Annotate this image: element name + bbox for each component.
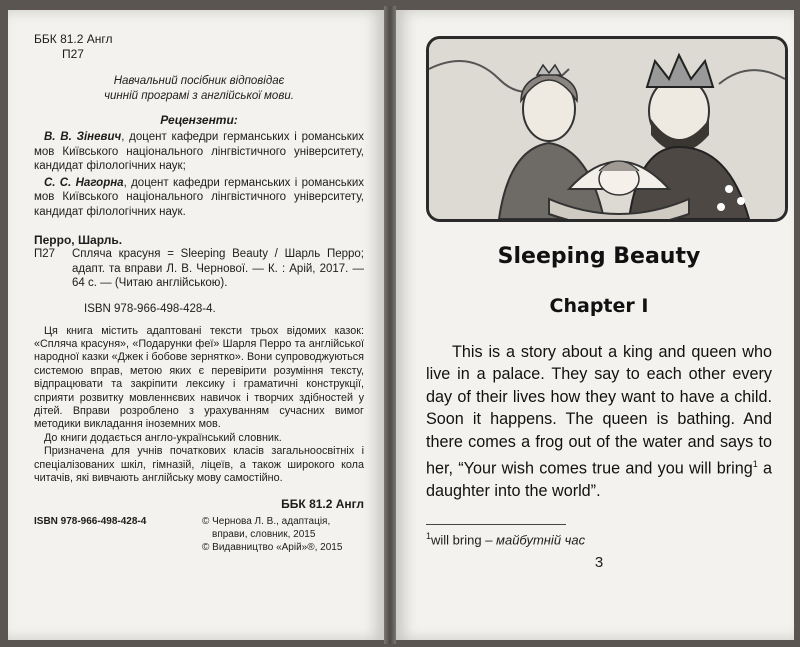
footnote: $^1$will bring – майбутній час [426, 524, 566, 547]
catalog-entry [34, 247, 364, 291]
story-title: Sleeping Beauty [497, 244, 701, 269]
imprint [34, 515, 364, 554]
book-gutter [384, 6, 396, 644]
annotation: Ця книга містить адаптовані тексти трьох відомих казок: «Спляча красуня», «Подарунки феї» Шарля Перро та англійської народної казки «Джек і бобове зернятко». Вони супроводжуються системою вправ, метою яких є перевірити розуміння тексту, відпрацювати та закріпити лексику і граматичні конструкції, сприяти розвитку мовленнєвих навичок і творчих здібностей у дітей. Вправи розроблено з урахуванням сучасних вимог методики викладання іноземних мов. До книги додається англо-український словник. Призначена для учнів початкових класів загальноосвітніх і спеціалізованих шкіл, гімназій, ліцеїв, а також широкого кола читачів, які вивчають англійську мову самостійно. [34, 324, 364, 484]
isbn-bottom: ISBN 978-966-498-428-4 [34, 516, 147, 528]
king-queen-cradle-illustration [426, 36, 788, 222]
chapter-heading: Chapter I [549, 295, 649, 317]
recommendation: Навчальний посібник відповідає чинній програмі з англійської мови. [104, 75, 294, 102]
page-number: 3 [594, 553, 604, 571]
catalog-code: П27 [34, 248, 56, 260]
illustration-art [429, 39, 785, 219]
reviewer-2: С. С. Нагорна, доцент кафедри германських і романських мов Київського національного лінгвістичного університету, кандидат філологічних наук. [34, 176, 364, 218]
catalog-description: Спляча красуня = Sleeping Beauty / Шарль Перро; адапт. та вправи Л. В. Чернової. — К. : Арій, 2017. — 64 с. — (Читаю англійською). [72, 248, 364, 289]
left-page [8, 10, 384, 640]
story-text: This is a story about a king and queen who live in a palace. They say to each other every day of their lives how they want to have a child. Soon it happens. The queen is bathing. And there comes a frog out of the water and says to her, “Your wish comes true and you will bring$^1$ a daughter into the world”. [426, 343, 772, 500]
copyrights: © Чернова Л. В., адаптація, вправи, словник, 2015 © Видавництво «Арій»®, 2015 [202, 516, 343, 554]
isbn: ISBN 978-966-498-428-4. [84, 302, 216, 315]
bbk-code-bottom: ББК 81.2 Англ [281, 497, 364, 512]
catalog-code-top: П27 [62, 47, 84, 61]
reviewers-heading: Рецензенти: [160, 113, 238, 127]
reviewer-1: В. В. Зіневич, доцент кафедри германських і романських мов Київського національного лінгвістичного університету, кандидат філологічних наук; [34, 131, 364, 172]
right-page [396, 10, 794, 640]
bbk-code-top: ББК 81.2 Англ [34, 32, 113, 46]
author: Перро, Шарль. [34, 233, 123, 247]
